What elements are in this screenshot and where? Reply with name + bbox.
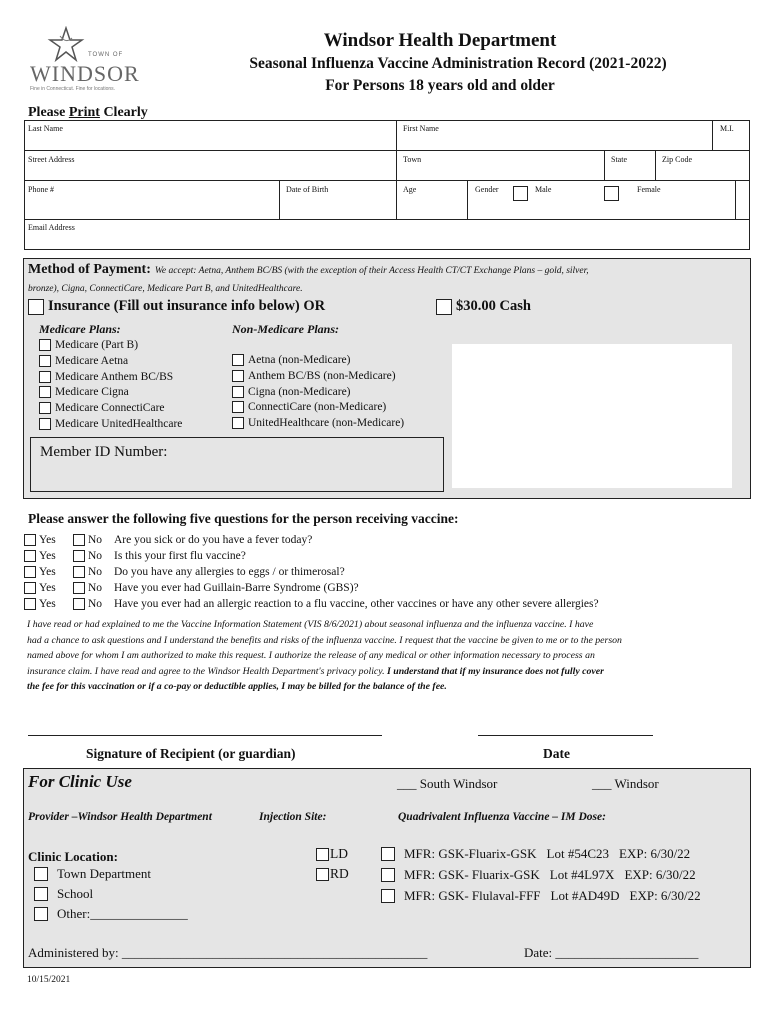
- clinic-location-label: Clinic Location:: [28, 849, 118, 864]
- checkbox[interactable]: [232, 401, 244, 413]
- injection-site-label: RD: [330, 866, 349, 881]
- checkbox[interactable]: [39, 402, 51, 414]
- no-option[interactable]: [73, 566, 107, 578]
- vaccine-lot-option[interactable]: [381, 846, 690, 862]
- yes-checkbox[interactable]: [24, 550, 36, 562]
- email-field[interactable]: [26, 233, 748, 248]
- no-option[interactable]: [73, 582, 107, 594]
- first-name-label: First Name: [403, 124, 439, 133]
- lot-exp: EXP: 6/30/22: [629, 888, 701, 903]
- no-checkbox[interactable]: [73, 598, 85, 610]
- page-subtitle-2: For Persons 18 years old and older: [325, 77, 555, 94]
- non-medicare-plan-option[interactable]: [232, 370, 396, 382]
- clinic-location-option[interactable]: [34, 906, 188, 922]
- question-text: Do you have any allergies to eggs / or thimerosal?: [114, 566, 345, 578]
- provider-label: Provider –Windsor Health Department: [28, 811, 212, 823]
- member-id-label: Member ID Number:: [40, 444, 168, 460]
- yes-option[interactable]: [24, 598, 58, 610]
- yes-checkbox[interactable]: [24, 566, 36, 578]
- non-medicare-plan-option[interactable]: [232, 417, 404, 429]
- logo-name: WINDSOR: [30, 61, 140, 86]
- yes-option[interactable]: [24, 550, 58, 562]
- lot-number: Lot #54C23: [546, 846, 610, 861]
- no-checkbox[interactable]: [73, 534, 85, 546]
- administered-date[interactable]: Date: ______________________: [524, 945, 699, 960]
- medicare-plan-label: Medicare ConnectiCare: [55, 402, 165, 415]
- male-label: Male: [535, 185, 552, 194]
- medicare-plan-option[interactable]: [39, 355, 128, 367]
- gender-label: Gender: [475, 185, 499, 194]
- question-text: Have you ever had an allergic reaction to a flu vaccine, other vaccines or have any other severe allergies?: [114, 598, 599, 610]
- state-label: State: [611, 155, 627, 164]
- checkbox[interactable]: [232, 354, 244, 366]
- clinic-use-heading: For Clinic Use: [28, 772, 132, 791]
- phone-field[interactable]: [26, 196, 277, 218]
- lot-exp: EXP: 6/30/22: [624, 867, 696, 882]
- yes-checkbox[interactable]: [24, 534, 36, 546]
- zip-field[interactable]: [657, 165, 748, 179]
- date-line[interactable]: [478, 735, 653, 736]
- medicare-plan-option[interactable]: [39, 386, 129, 398]
- mi-label: M.I.: [720, 124, 734, 133]
- female-label: Female: [637, 185, 661, 194]
- south-windsor-option[interactable]: ___ South Windsor: [397, 776, 498, 791]
- payment-heading: Method of Payment:: [28, 262, 151, 277]
- administered-by[interactable]: Administered by: _______________________________________________: [28, 945, 428, 960]
- checkbox[interactable]: [381, 868, 395, 882]
- page-title: Windsor Health Department: [323, 30, 557, 51]
- dob-field[interactable]: [281, 196, 394, 218]
- medicare-plan-label: Medicare Anthem BC/BS: [55, 370, 174, 383]
- question-row: [24, 582, 359, 594]
- medicare-plan-option[interactable]: [39, 418, 182, 430]
- vaccine-lot-option[interactable]: [381, 867, 696, 883]
- no-label: No: [88, 566, 103, 578]
- checkbox[interactable]: [232, 370, 244, 382]
- no-label: No: [88, 598, 103, 610]
- phone-label: Phone #: [28, 185, 54, 194]
- lot-number: Lot #4L97X: [549, 867, 615, 882]
- question-row: [24, 534, 312, 546]
- no-label: No: [88, 550, 103, 562]
- checkbox[interactable]: [34, 867, 48, 881]
- cash-checkbox[interactable]: [436, 299, 452, 315]
- last-name-field[interactable]: [26, 134, 394, 149]
- lot-mfr: MFR: GSK-Fluarix-GSK: [404, 846, 537, 861]
- mi-field[interactable]: [714, 134, 748, 149]
- questions-heading: Please answer the following five questions for the person receiving vaccine:: [28, 511, 459, 526]
- non-medicare-plan-option[interactable]: [232, 354, 351, 366]
- yes-label: Yes: [39, 566, 56, 578]
- non-medicare-plan-label: Aetna (non-Medicare): [248, 354, 351, 366]
- yes-option[interactable]: [24, 566, 58, 578]
- lot-mfr: MFR: GSK- Flulaval-FFF: [404, 888, 541, 903]
- no-label: No: [88, 582, 103, 594]
- windsor-option[interactable]: ___ Windsor: [592, 776, 659, 791]
- non-medicare-plan-option[interactable]: [232, 401, 386, 413]
- consent-text: I have read or had explained to me the Vaccine Information Statement (VIS 8/6/2021) about seasonal influenza and the influenza vaccine. I have had a chance to ask questions and I understand the benefits and risks of the influenza vaccine. I request that the vaccine be given to me or to the person named above for whom I am authorized to make this request. I authorize the release of any medical or other information necessary to process an insurance claim. I have read and agree to the Windsor Health Department's privacy policy. I understand that if my insurance does not fully cover the fee for this vaccination or if a co-pay or deductible applies, I may be billed for the balance of the fee.: [27, 619, 622, 692]
- town-label: Town: [403, 155, 422, 164]
- checkbox[interactable]: [39, 418, 51, 430]
- lot-number: Lot #AD49D: [550, 888, 620, 903]
- yes-option[interactable]: [24, 534, 58, 546]
- signature-label: Signature of Recipient (or guardian): [86, 746, 296, 761]
- member-id-box[interactable]: [30, 437, 444, 492]
- clinic-location-option[interactable]: [34, 886, 93, 902]
- page-subtitle: Seasonal Influenza Vaccine Administration Record (2021-2022): [249, 55, 667, 72]
- medicare-plan-label: Medicare Cigna: [55, 386, 129, 399]
- no-checkbox[interactable]: [73, 566, 85, 578]
- insurance-option[interactable]: [28, 298, 325, 315]
- yes-label: Yes: [39, 534, 56, 546]
- medicare-plan-option[interactable]: [39, 339, 138, 351]
- checkbox[interactable]: [232, 417, 244, 429]
- vaccine-dose-label: Quadrivalent Influenza Vaccine – IM Dose:: [398, 811, 606, 823]
- last-name-label: Last Name: [28, 124, 63, 133]
- clinic-location-label: Town Department: [57, 866, 152, 881]
- non-medicare-plan-label: Cigna (non-Medicare): [248, 385, 351, 398]
- non-medicare-plan-label: UnitedHealthcare (non-Medicare): [248, 417, 405, 430]
- male-checkbox[interactable]: [513, 186, 528, 201]
- injection-site-option[interactable]: [316, 846, 348, 862]
- lot-mfr: MFR: GSK- Fluarix-GSK: [404, 867, 540, 882]
- first-name-field[interactable]: [398, 134, 710, 149]
- zip-label: Zip Code: [662, 155, 692, 164]
- question-text: Have you ever had Guillain-Barre Syndrome (GBS)?: [114, 582, 359, 594]
- payment-accept-line1: We accept: Aetna, Anthem BC/BS (with the exception of their Access Health CT/CT Exchange Plans – gold, silver,: [154, 266, 589, 276]
- checkbox[interactable]: [39, 355, 51, 367]
- checkbox[interactable]: [381, 889, 395, 903]
- question-text: Are you sick or do you have a fever today?: [114, 534, 313, 546]
- medicare-plan-label: Medicare (Part B): [55, 339, 139, 351]
- checkbox[interactable]: [39, 339, 51, 351]
- insurance-checkbox[interactable]: [28, 299, 44, 315]
- checkbox[interactable]: [381, 847, 395, 861]
- date-label: Date: [543, 746, 570, 761]
- dob-label: Date of Birth: [286, 185, 329, 194]
- checkbox[interactable]: [232, 386, 244, 398]
- non-medicare-plan-label: Anthem BC/BS (non-Medicare): [248, 369, 396, 382]
- town-field[interactable]: [398, 165, 602, 179]
- signature-line[interactable]: [28, 735, 382, 736]
- question-row: [24, 598, 599, 610]
- yes-label: Yes: [39, 550, 56, 562]
- no-label: No: [88, 534, 103, 546]
- lot-exp: EXP: 6/30/22: [619, 846, 691, 861]
- clinic-location-label: School: [57, 886, 94, 901]
- age-label: Age: [403, 185, 417, 194]
- yes-label: Yes: [39, 598, 56, 610]
- street-field[interactable]: [26, 165, 394, 179]
- no-checkbox[interactable]: [73, 550, 85, 562]
- injection-site-option[interactable]: [316, 866, 349, 882]
- street-label: Street Address: [28, 155, 75, 164]
- checkbox[interactable]: [316, 868, 329, 881]
- no-checkbox[interactable]: [73, 582, 85, 594]
- yes-checkbox[interactable]: [24, 582, 36, 594]
- cash-option[interactable]: [436, 298, 531, 315]
- email-label: Email Address: [28, 223, 75, 232]
- female-checkbox[interactable]: [604, 186, 619, 201]
- footer-date: 10/15/2021: [27, 975, 71, 985]
- yes-label: Yes: [39, 582, 56, 594]
- medicare-plan-label: Medicare UnitedHealthcare: [55, 418, 183, 430]
- question-text: Is this your first flu vaccine?: [114, 550, 246, 562]
- insurance-card-area: [452, 344, 732, 488]
- clinic-location-label: Other:_______________: [57, 906, 188, 921]
- no-option[interactable]: [73, 598, 107, 610]
- non-medicare-plans-heading: Non-Medicare Plans:: [232, 322, 339, 336]
- checkbox[interactable]: [39, 386, 51, 398]
- medicare-plan-option[interactable]: [39, 371, 173, 383]
- no-option[interactable]: [73, 534, 107, 546]
- medicare-plan-label: Medicare Aetna: [55, 354, 129, 367]
- payment-accept-line2: bronze), Cigna, ConnectiCare, Medicare Part B, and UnitedHealthcare.: [28, 284, 303, 294]
- age-field[interactable]: [398, 196, 465, 218]
- payment-description: [28, 261, 748, 297]
- checkbox[interactable]: [39, 371, 51, 383]
- state-field[interactable]: [606, 165, 653, 179]
- checkbox[interactable]: [316, 848, 329, 861]
- question-row: [24, 550, 246, 562]
- injection-site-label: Injection Site:: [259, 811, 327, 823]
- yes-option[interactable]: [24, 582, 58, 594]
- medicare-plans-heading: Medicare Plans:: [39, 322, 121, 336]
- vaccine-lot-option[interactable]: [381, 888, 701, 904]
- question-row: [24, 566, 345, 578]
- logo-tagline: Fine in Connecticut. Fine for locations.: [30, 86, 116, 92]
- checkbox[interactable]: [34, 887, 48, 901]
- insurance-option-label: Insurance (Fill out insurance info below) OR: [48, 298, 326, 314]
- injection-site-label: LD: [330, 846, 348, 861]
- non-medicare-plan-option[interactable]: [232, 386, 351, 398]
- logo-town-of: TOWN OF: [88, 52, 124, 58]
- clinic-location-option[interactable]: [34, 866, 151, 882]
- checkbox[interactable]: [34, 907, 48, 921]
- yes-checkbox[interactable]: [24, 598, 36, 610]
- no-option[interactable]: [73, 550, 107, 562]
- print-clearly-heading: Please Print Clearly: [28, 105, 148, 120]
- cash-option-label: $30.00 Cash: [456, 298, 531, 314]
- non-medicare-plan-label: ConnectiCare (non-Medicare): [248, 401, 387, 414]
- medicare-plan-option[interactable]: [39, 402, 165, 414]
